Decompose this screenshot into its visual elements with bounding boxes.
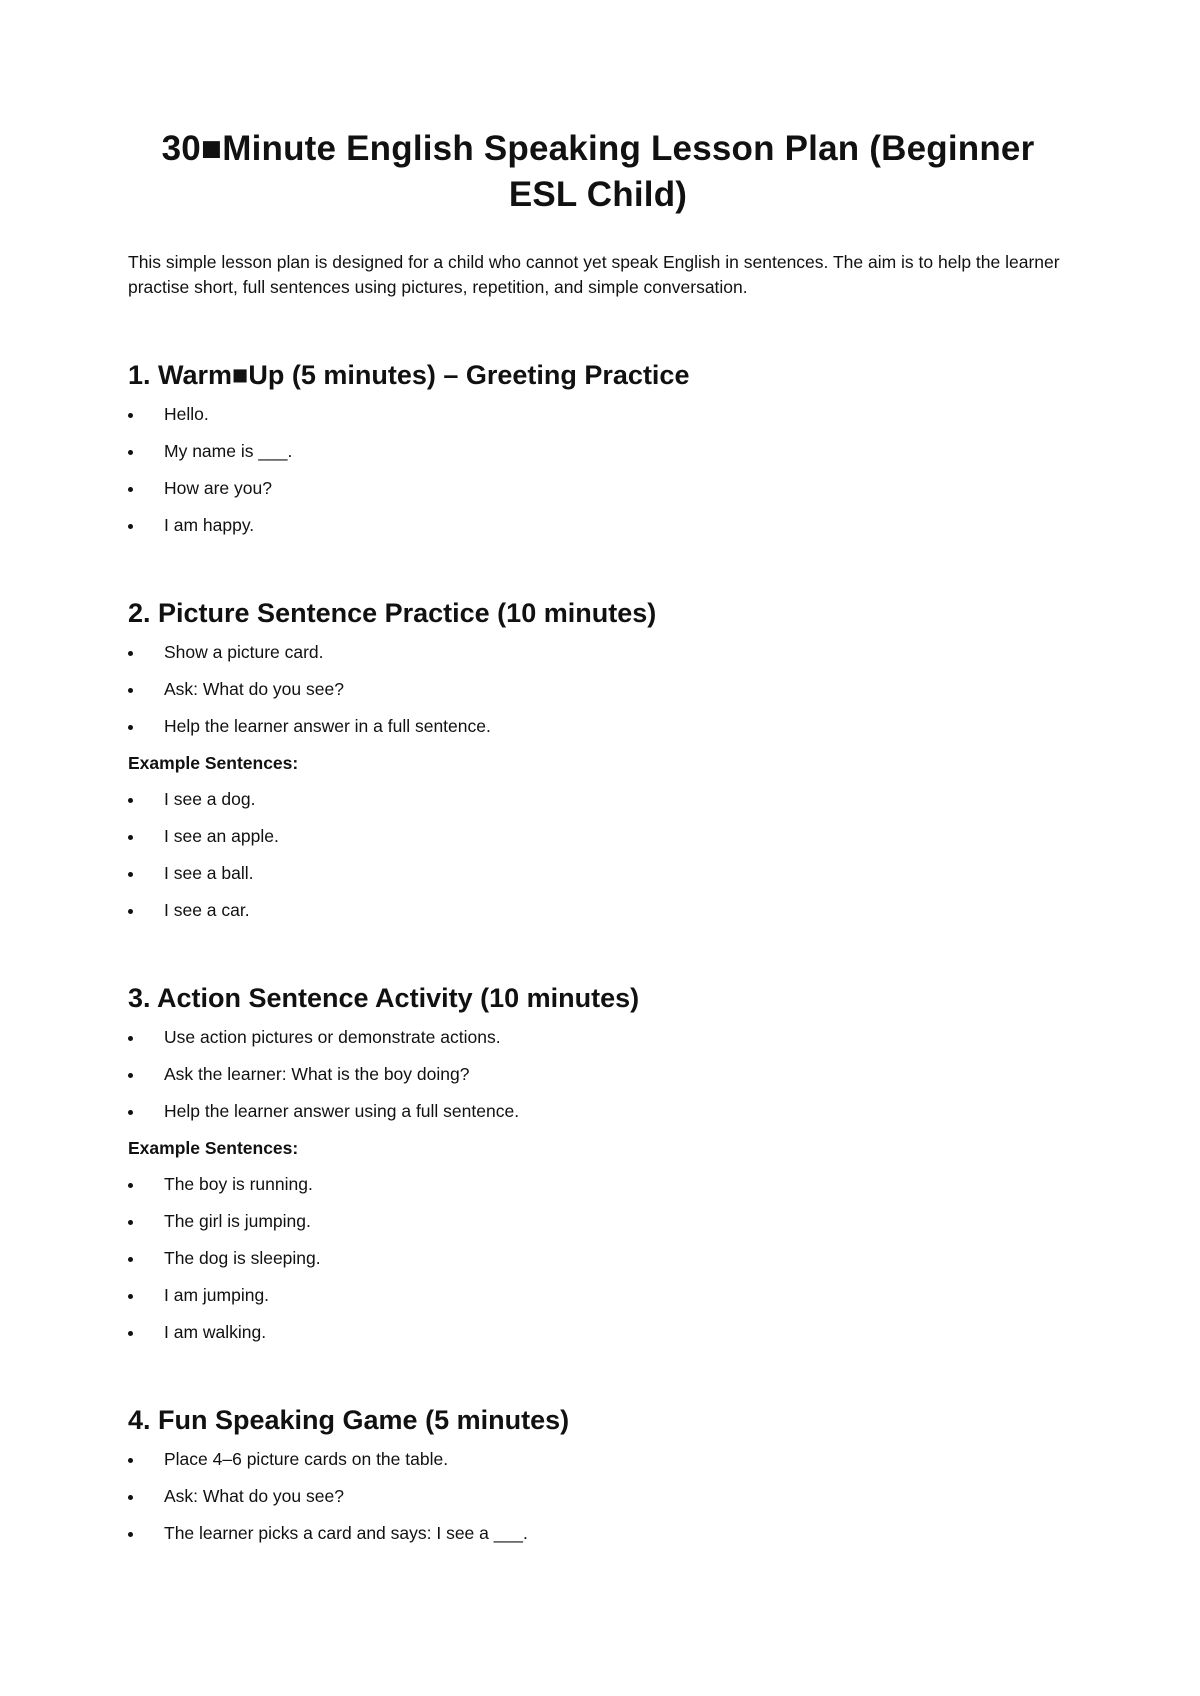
example-list xyxy=(128,1172,1068,1345)
list-item: Ask the learner: What is the boy doing? xyxy=(128,1062,1068,1087)
list-item: My name is ___. xyxy=(128,439,1068,464)
list-item: The dog is sleeping. xyxy=(128,1246,1068,1271)
list-item: I see a dog. xyxy=(128,787,1068,812)
list-item: I am walking. xyxy=(128,1320,1068,1345)
list-item: I see a ball. xyxy=(128,861,1068,886)
activity-list xyxy=(128,402,1068,538)
section-warm-up xyxy=(128,358,1068,538)
list-item: Ask: What do you see? xyxy=(128,677,1068,702)
list-item: Help the learner answer using a full sentence. xyxy=(128,1099,1068,1124)
list-item: The learner picks a card and says: I see a ___. xyxy=(128,1521,1068,1546)
section-heading: 1. Warm■Up (5 minutes) – Greeting Practice xyxy=(128,360,690,390)
page-content xyxy=(128,126,1068,1558)
activity-list xyxy=(128,1447,1068,1546)
list-item: I see an apple. xyxy=(128,824,1068,849)
intro-paragraph: This simple lesson plan is designed for a child who cannot yet speak English in sentences. The aim is to help the learner practise short, full sentences using pictures, repetition, and simple conversation. xyxy=(128,252,1060,297)
example-sentences-label: Example Sentences: xyxy=(128,1138,299,1158)
list-item: Help the learner answer in a full sentence. xyxy=(128,714,1068,739)
list-item: The girl is jumping. xyxy=(128,1209,1068,1234)
list-item: The boy is running. xyxy=(128,1172,1068,1197)
list-item: I am jumping. xyxy=(128,1283,1068,1308)
list-item: I see a car. xyxy=(128,898,1068,923)
list-item: I am happy. xyxy=(128,513,1068,538)
example-list xyxy=(128,787,1068,923)
activity-list xyxy=(128,640,1068,739)
list-item: Ask: What do you see? xyxy=(128,1484,1068,1509)
section-heading: 2. Picture Sentence Practice (10 minutes) xyxy=(128,598,657,628)
list-item: Place 4–6 picture cards on the table. xyxy=(128,1447,1068,1472)
section-heading: 3. Action Sentence Activity (10 minutes) xyxy=(128,983,640,1013)
activity-list xyxy=(128,1025,1068,1124)
section-speaking-game xyxy=(128,1403,1068,1546)
example-sentences-label: Example Sentences: xyxy=(128,753,299,773)
section-picture-practice xyxy=(128,596,1068,923)
list-item: Show a picture card. xyxy=(128,640,1068,665)
section-heading: 4. Fun Speaking Game (5 minutes) xyxy=(128,1405,570,1435)
document-title: 30■Minute English Speaking Lesson Plan (Beginner ESL Child) xyxy=(161,129,1035,214)
list-item: Use action pictures or demonstrate actions. xyxy=(128,1025,1068,1050)
list-item: Hello. xyxy=(128,402,1068,427)
list-item: How are you? xyxy=(128,476,1068,501)
section-action-activity xyxy=(128,981,1068,1345)
